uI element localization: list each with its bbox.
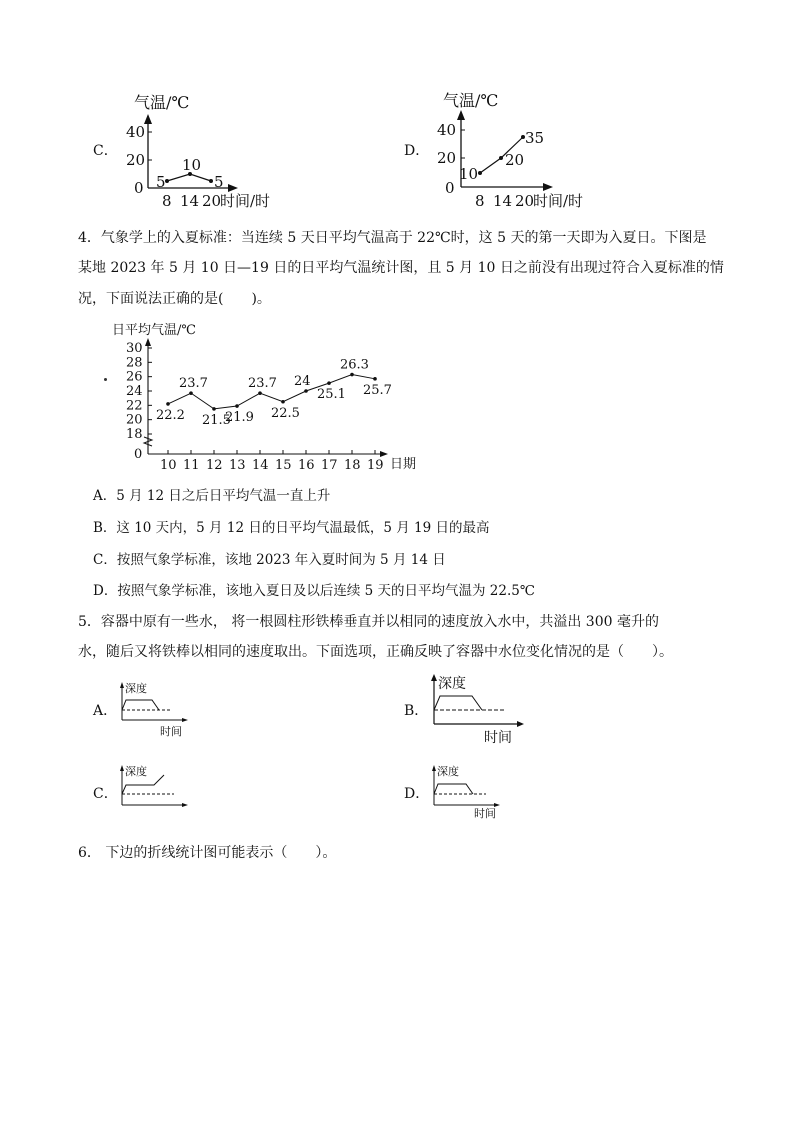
- q3c-label: 10: [182, 156, 202, 174]
- q4-data-point: [327, 381, 331, 385]
- q3d-label: 35: [525, 129, 545, 147]
- q4-y-arrow: [145, 338, 151, 346]
- q3c-xtick: 8: [162, 192, 172, 210]
- q5c-ylabel: 深度: [125, 765, 147, 778]
- q4-ytick-label: 18: [126, 427, 143, 442]
- q3c-ytick-20: 20: [126, 151, 146, 169]
- q5a-ylabel: 深度: [125, 682, 147, 695]
- q4-xtick-label: 15: [275, 458, 292, 473]
- q3c-label: 5: [214, 173, 224, 191]
- q5a-level-line: [122, 700, 159, 710]
- q4-chart-xlabel: 日期: [390, 457, 417, 472]
- q3d-point: [499, 156, 503, 160]
- q3d-xtick: 20: [515, 192, 535, 210]
- q5-option-c-letter[interactable]: C．: [93, 786, 118, 802]
- q4-data-point: [166, 402, 170, 406]
- q4-xtick-label: 10: [160, 458, 177, 473]
- q4-data-point: [281, 400, 285, 404]
- q3d-xtick: 14: [493, 192, 513, 210]
- q4-data-label: 25.7: [363, 382, 392, 398]
- q3d-xtick: 8: [475, 192, 485, 210]
- q3c-ytick-40: 40: [126, 123, 146, 141]
- q4-data-point: [304, 389, 308, 393]
- q4-data-point: [258, 391, 262, 395]
- q5-option-a-graph: [114, 680, 194, 740]
- q5d-ylabel: 深度: [437, 765, 459, 778]
- q3d-label: 20: [505, 151, 525, 169]
- q4-xtick-label: 13: [229, 458, 246, 473]
- q4-ytick-label: 0: [134, 447, 143, 462]
- q4-option-a[interactable]: A．5 月 12 日之后日平均气温一直上升: [93, 488, 331, 504]
- q3c-ytick-0: 0: [134, 179, 144, 197]
- q5b-xlabel: 时间: [484, 730, 512, 746]
- q3-option-d-chart: [433, 86, 623, 212]
- q3c-xtick: 14: [180, 192, 200, 210]
- q4-temperature-chart: [100, 318, 430, 476]
- q3-option-d-letter[interactable]: D．: [404, 143, 430, 159]
- q3c-point: [209, 179, 213, 183]
- q4-data-label: 22.2: [156, 407, 185, 423]
- q5a-xlabel: 时间: [160, 725, 182, 738]
- q5-option-d-graph: [426, 763, 506, 821]
- q4-xtick-label: 14: [252, 458, 269, 473]
- q4-data-point: [350, 373, 354, 377]
- q4-stem-line3: 况，下面说法正确的是( )。: [78, 291, 271, 307]
- q4-xtick-label: 17: [321, 458, 338, 473]
- q3c-y-arrow: [144, 114, 152, 124]
- q4-stem-line2: 某地 2023 年 5 月 10 日—19 日的日平均气温统计图，且 5 月 10 日之前没有出现过符合入夏标准的情: [78, 260, 724, 276]
- q4-ytick-label: 30: [126, 341, 143, 356]
- q4-ytick-label: 26: [126, 369, 143, 385]
- q3d-ylabel: 气温/℃: [443, 91, 499, 110]
- q4-xtick-label: 18: [344, 458, 361, 473]
- q4-ytick-label: 20: [126, 412, 143, 428]
- q3d-label: 10: [459, 165, 479, 183]
- q4-stem-line1: 4．气象学上的入夏标准：当连续 5 天日平均气温高于 22℃时，这 5 天的第一天即为入夏日。下图是: [78, 230, 707, 246]
- q4-xtick-label: 16: [298, 458, 315, 473]
- q5d-level-line: [434, 784, 473, 794]
- q4-option-b[interactable]: B．这 10 天内，5 月 12 日的日平均气温最低，5 月 19 日的最高: [93, 520, 490, 536]
- q5b-ylabel: 深度: [438, 676, 466, 692]
- q3c-point: [165, 179, 169, 183]
- q4-data-label: 21.9: [225, 410, 254, 426]
- q5d-xlabel: 时间: [474, 807, 496, 820]
- q3c-ylabel: 气温/℃: [134, 93, 190, 112]
- q3c-xlabel: 时间/时: [220, 192, 271, 210]
- q4-option-c[interactable]: C．按照气象学标准，该地 2023 年入夏时间为 5 月 14 日: [93, 552, 446, 568]
- q3d-y-arrow: [457, 110, 465, 120]
- q5-option-b-graph: [426, 672, 534, 748]
- q3d-point: [478, 171, 482, 175]
- q3c-label: 5: [156, 173, 166, 191]
- q5b-level-line: [434, 696, 482, 710]
- q3d-ytick-0: 0: [445, 179, 455, 197]
- q3d-ytick-20: 20: [437, 149, 457, 167]
- q4-chart-ylabel: 日平均气温/℃: [112, 323, 196, 338]
- q4-xtick-label: 11: [183, 458, 200, 473]
- q5-stem-line2: 水，随后又将铁棒以相同的速度取出。下面选项，正确反映了容器中水位变化情况的是（ ）。: [78, 644, 673, 660]
- q5-option-b-letter[interactable]: B．: [404, 703, 429, 719]
- q4-data-point: [235, 404, 239, 408]
- q5-option-d-letter[interactable]: D．: [404, 786, 430, 802]
- q4-ytick-label: 24: [126, 384, 143, 399]
- stray-dot: [104, 378, 107, 381]
- q4-data-label: 24: [294, 374, 311, 389]
- q4-axis-break: [144, 437, 152, 446]
- q3-option-c-letter[interactable]: C．: [93, 143, 118, 159]
- q5-option-a-letter[interactable]: A．: [93, 703, 118, 719]
- q4-data-label: 23.7: [248, 376, 277, 392]
- q3-option-c-chart: [120, 88, 320, 212]
- q4-data-label: 26.3: [340, 357, 369, 373]
- q4-ytick-label: 22: [126, 398, 143, 414]
- q3d-x-arrow: [543, 183, 553, 191]
- q3d-xlabel: 时间/时: [533, 192, 584, 210]
- q4-data-label: 21.5: [202, 412, 231, 428]
- q4-data-point: [373, 377, 377, 381]
- q4-ytick-label: 28: [126, 355, 143, 371]
- q3c-x-arrow: [228, 184, 238, 192]
- q5-option-c-graph: [114, 763, 194, 815]
- q4-x-arrow: [380, 451, 388, 457]
- q6-stem: 6． 下边的折线统计图可能表示（ ）。: [78, 845, 337, 861]
- q5-stem-line1: 5．容器中原有一些水， 将一根圆柱形铁棒垂直并以相同的速度放入水中，共溢出 300 毫升的: [78, 614, 659, 630]
- q4-xtick-label: 19: [367, 458, 384, 473]
- q4-data-label: 23.7: [179, 376, 208, 392]
- q4-data-label: 25.1: [317, 387, 346, 403]
- q4-data-label: 22.5: [271, 405, 300, 421]
- q4-xtick-label: 12: [206, 458, 223, 473]
- q4-data-point: [212, 407, 216, 411]
- q4-data-point: [189, 391, 193, 395]
- q3d-ytick-40: 40: [437, 121, 457, 139]
- q3c-xtick: 20: [202, 192, 222, 210]
- q4-option-d[interactable]: D．按照气象学标准，该地入夏日及以后连续 5 天的日平均气温为 22.5℃: [93, 583, 535, 599]
